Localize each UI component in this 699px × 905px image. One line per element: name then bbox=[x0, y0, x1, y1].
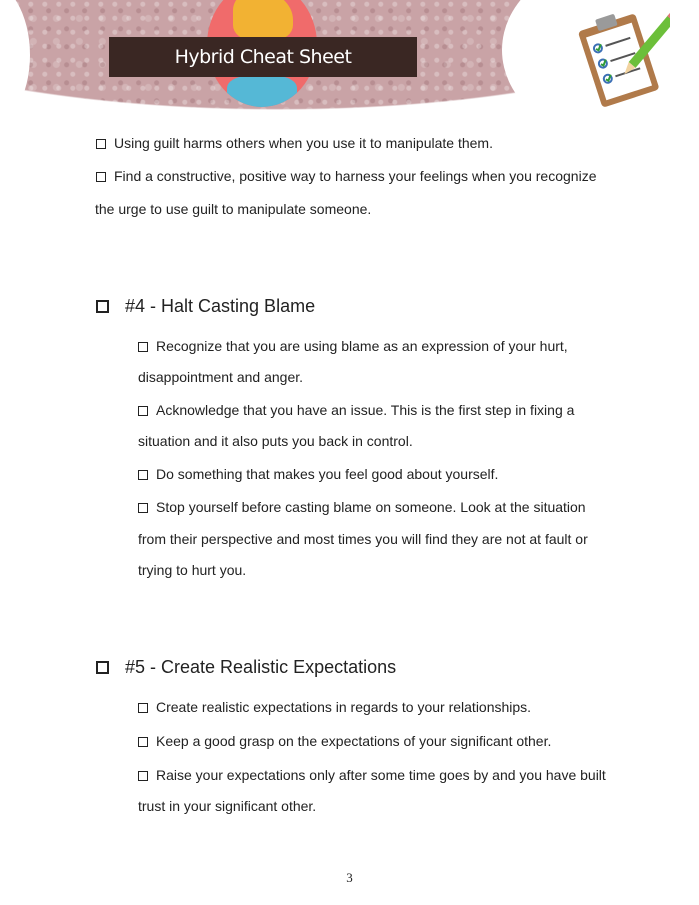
checkbox-icon[interactable] bbox=[96, 172, 106, 182]
checklist-clipboard-icon bbox=[570, 6, 670, 110]
intro-item-1: Using guilt harms others when you use it to manipulate them. bbox=[96, 134, 493, 152]
section-4-item-1: Recognize that you are using blame as an expression of your hurt, bbox=[138, 337, 568, 355]
section-4-item-2: Acknowledge that you have an issue. This is the first step in fixing a bbox=[138, 401, 574, 419]
checkbox-icon[interactable] bbox=[138, 771, 148, 781]
section-4-item-4-continued-2: trying to hurt you. bbox=[138, 562, 247, 578]
avatar-hair bbox=[233, 0, 293, 40]
checkbox-icon[interactable] bbox=[96, 300, 109, 313]
avatar-shirt bbox=[227, 76, 297, 107]
checkbox-icon[interactable] bbox=[96, 661, 109, 674]
page-number: 3 bbox=[346, 870, 353, 885]
section-4-item-1-continued: disappointment and anger. bbox=[138, 369, 304, 385]
checkbox-icon[interactable] bbox=[96, 139, 106, 149]
checkbox-icon[interactable] bbox=[138, 703, 148, 713]
checkbox-icon[interactable] bbox=[138, 342, 148, 352]
checkbox-icon[interactable] bbox=[138, 470, 148, 480]
checkbox-icon[interactable] bbox=[138, 503, 148, 513]
section-5-heading: #5 - Create Realistic Expectations bbox=[96, 656, 396, 678]
page-title: Hybrid Cheat Sheet bbox=[109, 37, 417, 77]
intro-item-2: Find a constructive, positive way to harness your feelings when you recognize bbox=[96, 167, 596, 185]
section-4-item-3: Do something that makes you feel good about yourself. bbox=[138, 465, 498, 483]
section-5-item-3-continued: trust in your significant other. bbox=[138, 798, 317, 814]
section-4-item-4: Stop yourself before casting blame on someone. Look at the situation bbox=[138, 498, 586, 516]
section-4-heading: #4 - Halt Casting Blame bbox=[96, 295, 315, 317]
section-5-item-3: Raise your expectations only after some time goes by and you have built bbox=[138, 766, 606, 784]
section-5-item-2: Keep a good grasp on the expectations of your significant other. bbox=[138, 732, 551, 750]
intro-item-2-continued: the urge to use guilt to manipulate someone. bbox=[95, 201, 372, 217]
checkbox-icon[interactable] bbox=[138, 406, 148, 416]
section-5-item-1: Create realistic expectations in regards to your relationships. bbox=[138, 698, 531, 716]
section-4-item-4-continued-1: from their perspective and most times you will find they are not at fault or bbox=[138, 531, 588, 547]
checkbox-icon[interactable] bbox=[138, 737, 148, 747]
section-4-item-2-continued: situation and it also puts you back in control. bbox=[138, 433, 413, 449]
header-banner bbox=[0, 0, 699, 113]
